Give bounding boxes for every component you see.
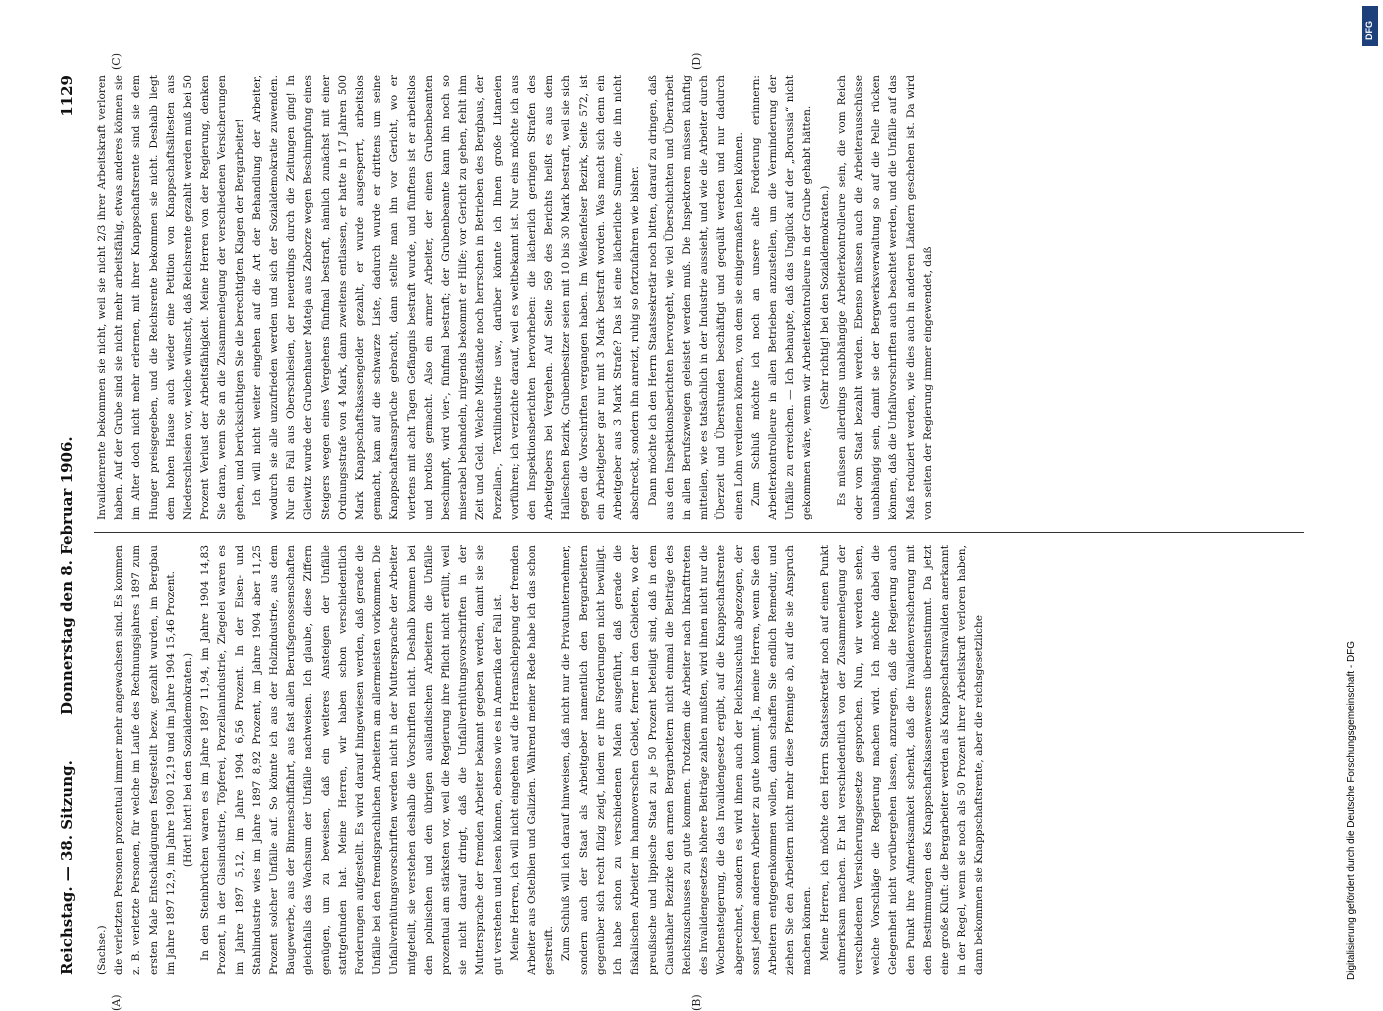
left-paragraph: Zum Schluß will ich darauf hinweisen, daß nicht nur die Privatunternehmer, sondern auch der Staat als Arbeitgeber namentlich den Bergarbeitern gegenüber sich recht filzig zeigt, indem er ihre Forderungen nicht bewilligt. Ich habe schon zu verschiedenen Malen ausgeführt, daß gerade die fiskalischen Arbeiter im hannoverschen Gebiet, ferner in den Gebieten, wo der preußische und lippische Staat zu je 50 Prozent beteiligt sind, daß in dem Clausthaler Bezirke den armen Bergarbeitern nicht einmal die Beiträge des Reichszuschusses zu gute kommen. Trotzdem die Arbeiter nach Inkrafttreten des Invalidengesetzes höhere Beiträge zahlen mußten, wird ihnen nicht nur die Wochensteigerung, die das Invalidengesetz ergibt, auf die Knappschaftsrente abgerechnet, sondern es wird ihnen auch der Reichszuschuß abgezogen, der sonst jedem anderen Arbeiter zu gute kommt. Ja, meine Herren, wenn Sie den Arbeitern entgegenkommen wollen, dann schaffen Sie endlich Remedur, und ziehen Sie den Arbeitern nicht mehr diese Pfennige ab, auf die sie Anspruch machen können. xyxy=(560,545,814,975)
header-session: Reichstag. — 38. Sitzung. xyxy=(58,760,76,975)
dfg-logo-text: DFG xyxy=(1364,21,1374,40)
speaker-label: (Sachse.) xyxy=(96,925,108,975)
digitization-note: Digitalisierung gefördert durch die Deutsche Forschungsgemeinschaft - DFG xyxy=(1346,640,1357,980)
right-column xyxy=(94,75,1304,520)
right-paragraph: Zum Schluß möchte ich noch an unsere alte Forderung erinnern: Arbeiterkontrolleure in allen Betrieben anzustellen, um die Verminderung der Unfälle zu erreichen. — Ich behaupte, daß das Unglück auf der „Borussia“ nicht gekommen wäre, wenn wir Arbeiterkontrolleure in der Grube gehabt hätten. xyxy=(749,75,814,520)
rotated-page-content xyxy=(50,52,1310,1011)
column-divider xyxy=(94,532,1304,533)
left-column xyxy=(94,545,1304,975)
left-paragraph: die verletzten Personen prozentual immer mehr angewachsen sind. Es kommen z. B. verletzte Personen, für welche im Laufe des Rechnungsjahres 1897 zum ersten Male Entschädigungen festgestellt bezw. gezahlt wurden, im Bergbau im Jahre 1897 12,9, im Jahre 1900 12,19 und im Jahre 1904 15,46 Prozent. xyxy=(113,545,177,975)
page-header xyxy=(50,75,86,975)
dfg-logo-icon xyxy=(1362,6,1378,46)
page-number: 1129 xyxy=(58,75,76,117)
right-paragraph: Dann möchte ich den Herrn Staatssekretär noch bitten, darauf zu dringen, daß aus den Inspektionsberichten hervorgeht, wie viel Überschichten und Überarbeit in allen Berufszweigen geleistet werden muß. Die Inspektoren müssen künftig mitteilen, wie es tatsächlich in der Industrie aussieht, und wie die Arbeiter durch Überzeit und Überstunden beschäftigt und gequält werden und nur dadurch einen Lohn verdienen können, von dem sie einigermaßen leben können. xyxy=(646,75,745,520)
right-paragraph: (Sehr richtig! bei den Sozialdemokraten.) xyxy=(818,185,831,410)
left-paragraph: Meine Herren, ich will nicht eingehen auf die Heranschleppung der fremden Arbeiter aus Ostelbien und Galizien. Während meiner Rede habe ich das schon gestreift. xyxy=(508,545,556,975)
margin-mark-d: (D) xyxy=(690,52,703,70)
right-paragraph: Invalidenrente bekommen sie nicht, weil sie nicht 2/3 ihrer Arbeitskraft verloren haben. Auf der Grube sind sie nicht mehr arbeitsfähig, etwas anderes können sie im Alter doch nicht mehr erlernen, mit ihrer Knappschaftsrente sind sie dem Hunger preisgegeben, und die Reichsrente bekommen sie nicht. Deshalb liegt dem hohen Hause auch wieder eine Petition von Knappschaftsältesten aus Niederschlesien vor, welche wünscht, daß Reichsrente gezahlt werden muß bei 50 Prozent Verlust der Arbeitsfähigkeit. Meine Herren von der Regierung, denken Sie daran, wenn Sie an die Zusammenlegung der verschiedenen Versicherungen gehen, und berücksichtigen Sie die berechtigten Klagen der Bergarbeiter! xyxy=(96,75,246,520)
right-paragraph: Ich will nicht weiter eingehen auf die Art der Behandlung der Arbeiter, wodurch sie alle unzufrieden werden und sich der Sozialdemokratie zuwenden. Nur ein Fall aus Oberschlesien, der neuerdings durch die Zeitungen ging! In Gleiwitz wurde der Grubenhauer Mateja aus Zaborze wegen Beschimpfung eines Steigers wegen eines Vergehens fünfmal bestraft, nämlich zunächst mit einer Ordnungsstrafe von 4 Mark, dann zweitens entlassen, er hatte in 17 Jahren 500 Mark Knappschaftskassengelder gezahlt, er wurde ausgesperrt, arbeitslos gemacht, kam auf die schwarze Liste, dadurch wurde er drittens um seine Knappschaftsansprüche gebracht, dann stellte man ihn vor Gericht, wo er viertens mit acht Tagen Gefängnis bestraft wurde, und fünftens ist er arbeitslos und brotlos gemacht. Also ein armer Arbeiter, der einen Grubenbeamten beschimpft, wird vier-, fünfmal bestraft; der Grubenbeamte kann ihn noch so miserabel behandeln, nirgends bekommt er Hilfe; vor Gericht zu gehen, fehlt ihm Zeit und Geld. Welche Mißstände noch herrschen in Betrieben des Bergbaus, der Porzellan-, Textilindustrie usw., darüber könnte ich Ihnen große Litaneien vorführen; ich verzichte darauf, weil es weltbekannt ist. Nur eins möchte ich aus den Inspektionsberichten hervorheben: die lächerlich geringen Strafen des Arbeitgebers bei Vergehen. Auf Seite 569 des Berichts heißt es aus dem Halleschen Bezirk, Grubenbesitzer seien mit 10 bis 30 Mark bestraft, weil sie sich gegen die Vorschriften vergangen haben. Im Weißenfelser Bezirk, Seite 572, ist ein Arbeitgeber gar nur mit 3 Mark bestraft worden. Was macht sich denn ein Arbeitgeber aus 3 Mark Strafe? Das ist eine lächerliche Summe, die ihn nicht abschreckt, sondern ihn anreizt, ruhig so fortzufahren wie bisher. xyxy=(250,75,642,520)
margin-mark-a: (A) xyxy=(110,994,123,1011)
header-date: Donnerstag den 8. Februar 1906. xyxy=(58,436,76,715)
margin-mark-b: (B) xyxy=(690,994,703,1011)
margin-mark-c: (C) xyxy=(110,53,123,70)
right-paragraph: Es müssen allerdings unabhängige Arbeiterkontrolleure sein, die vom Reich oder vom Staat bezahlt werden. Ebenso müssen auch die Arbeiterausschüsse unabhängig sein, damit sie der Bergwerksverwaltung so auf die Pelle rücken können, daß die Unfallvorschriften auch beachtet werden, und die Unfälle auf das Maß reduziert werden, wie dies auch in anderen Ländern geschehen ist. Da wird von seiten der Regierung immer eingewendet, daß xyxy=(835,75,934,520)
left-paragraph: In den Steinbrüchen waren es im Jahre 1897 11,94, im Jahre 1904 14,83 Prozent, in der Glasindustrie, Töpferei, Porzellanindustrie, Ziegelei waren es im Jahre 1897 5,12, im Jahre 1904 6,56 Prozent. In der Eisen- und Stahlindustrie wies im Jahre 1897 8,92 Prozent, im Jahre 1904 aber 11,25 Prozent solcher Unfälle auf. So könnte ich aus der Holzindustrie, aus dem Baugewerbe, aus der Binnenschiffahrt, aus fast allen Berufsgenossenschaften gleichfalls das Wachsum der Unfälle nachweisen. Ich glaube, diese Ziffern genügen, um zu beweisen, daß ein weiteres Ansteigen der Unfälle stattgefunden hat. Meine Herren, wir haben schon verschiedentlich Forderungen aufgestellt. Es wird darauf hingewiesen werden, daß gerade die Unfälle bei den fremdsprachlichen Arbeitern am allermeisten vorkommen. Die Unfallverhütungsvorschriften werden nicht in der Muttersprache der Arbeiter mitgeteilt, sie verstehen deshalb die Vorschriften nicht. Deshalb kommen bei den polnischen und den übrigen ausländischen Arbeitern die Unfälle prozentual am stärksten vor, weil die Regierung ihre Pflicht nicht erfüllt, weil sie nicht darauf dringt, daß die Unfallverhütungsvorschriften in der Muttersprache der fremden Arbeiter bekannt gegeben werden, damit sie sie gut verstehen und lesen können, ebenso wie es in Amerika der Fall ist. xyxy=(199,545,504,975)
left-paragraph: Meine Herren, ich möchte den Herrn Staatssekretär noch auf einen Punkt aufmerksam machen. Er hat verschiedentlich von der Zusammenlegung der verschiedenen Versicherungsgesetze gesprochen. Nun, wir werden sehen, welche Vorschläge die Regierung machen wird. Ich möchte dabei die Gelegenheit nicht vorübergehen lassen, anzuregen, daß die Regierung auch den Punkt ihre Aufmerksamkeit schenkt, daß die Invalidenversicherung mit den Bestimmungen des Knappschaftskassenwesens übereinstimmt. Da jetzt eine große Kluft: die Bergarbeiter werden als Knappschaftsinvaliden anerkannt in der Regel, wenn sie noch als 50 Prozent ihrer Arbeitskraft verloren haben, dann bekommen sie Knappschaftsrente, aber die reichsgesetzliche xyxy=(818,545,986,975)
left-paragraph: (Hört! hört! bei den Sozialdemokraten.) xyxy=(182,652,195,868)
